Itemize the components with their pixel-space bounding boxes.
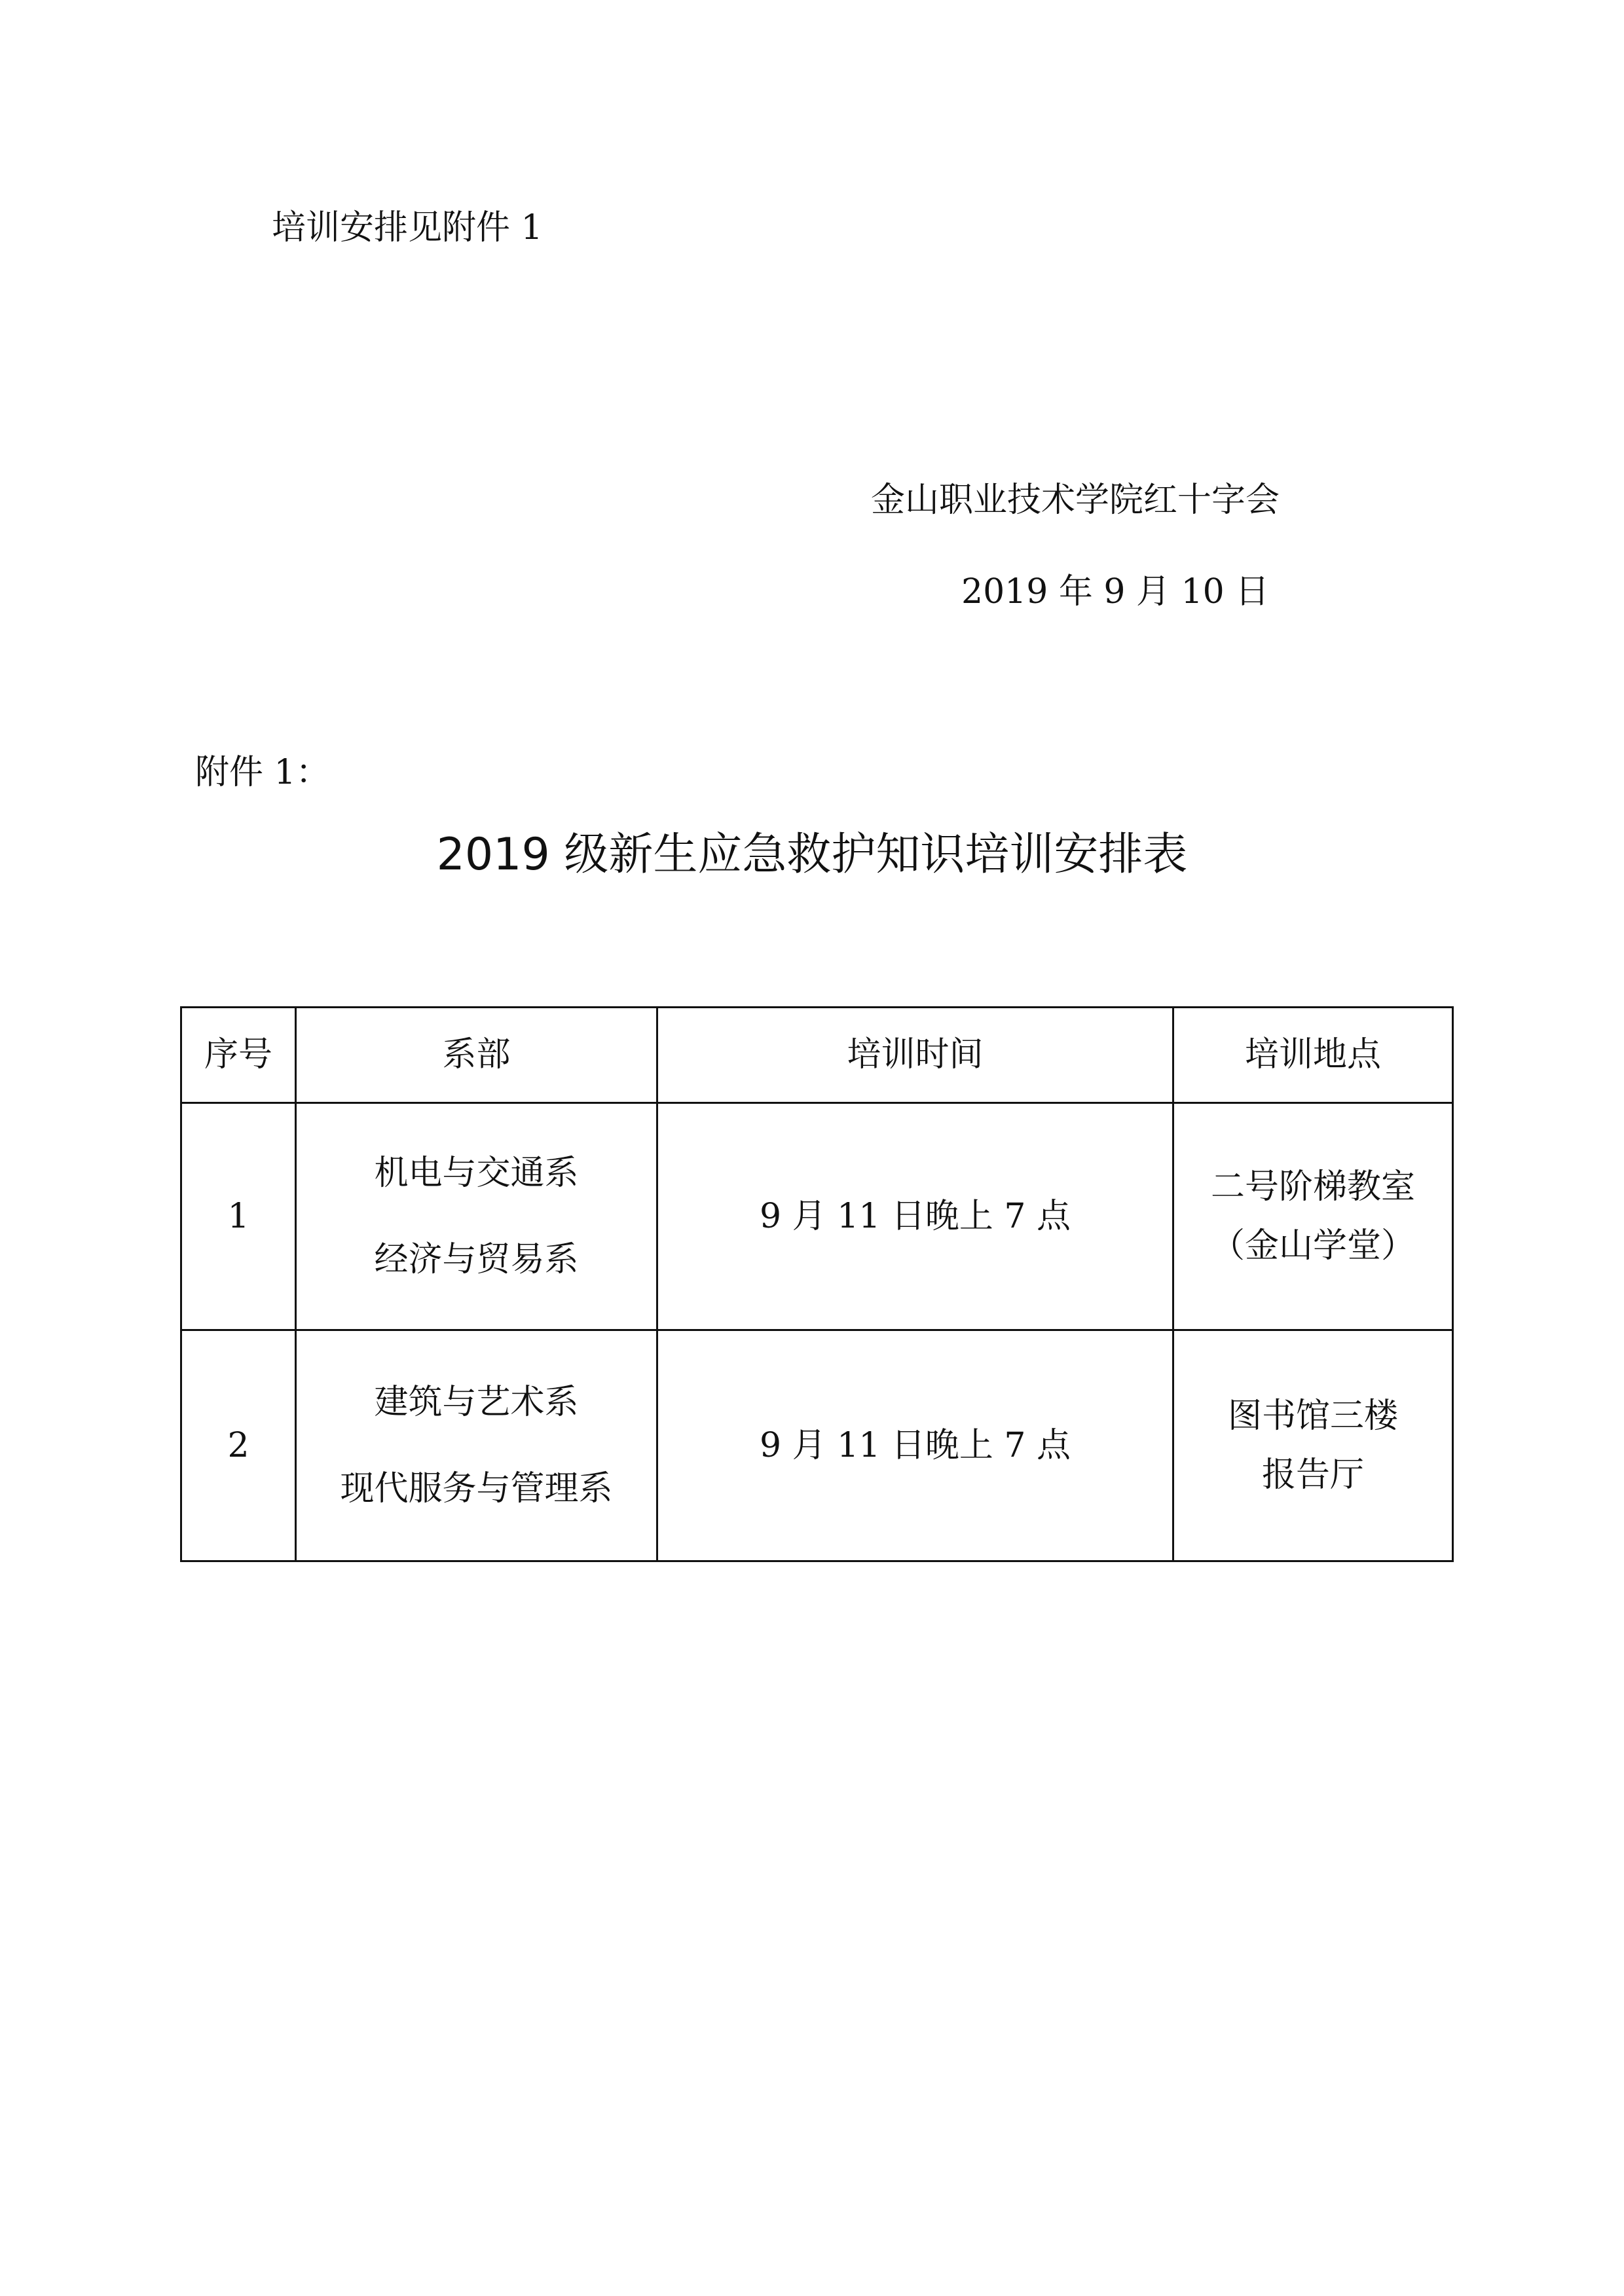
location-line: 图书馆三楼 [1227,1396,1398,1436]
intro-text: 培训安排见附件 1 [272,208,543,247]
row-location [1173,1330,1453,1561]
document-title: 2019 级新生应急救护知识培训安排表 [436,829,1188,881]
signature-organization: 金山职业技术学院红十字会 [871,481,1280,520]
header-location: 培训地点 [1173,1008,1453,1103]
location-line: 二号阶梯教室 [1210,1167,1415,1207]
location-line: 报告厅 [1261,1455,1364,1495]
row-departments [296,1330,657,1561]
header-department: 系部 [296,1008,657,1103]
department-name: 现代服务与管理系 [340,1469,613,1508]
row-time: 9 月 11 日晚上 7 点 [657,1103,1173,1330]
department-name: 经济与贸易系 [374,1240,579,1279]
table-row [181,1330,1453,1561]
signature-date: 2019 年 9 月 10 日 [961,572,1270,611]
header-number: 序号 [181,1008,296,1103]
table-row [181,1103,1453,1330]
department-name: 机电与交通系 [374,1153,579,1193]
row-time: 9 月 11 日晚上 7 点 [657,1330,1173,1561]
row-number: 2 [181,1330,296,1561]
row-location [1173,1103,1453,1330]
row-departments [296,1103,657,1330]
row-number: 1 [181,1103,296,1330]
header-time: 培训时间 [657,1008,1173,1103]
attachment-label: 附件 1： [195,753,330,792]
training-schedule-table [180,1006,1454,1562]
table-header-row [181,1008,1453,1103]
location-line: （金山学堂） [1210,1226,1415,1266]
department-name: 建筑与艺术系 [374,1382,579,1422]
